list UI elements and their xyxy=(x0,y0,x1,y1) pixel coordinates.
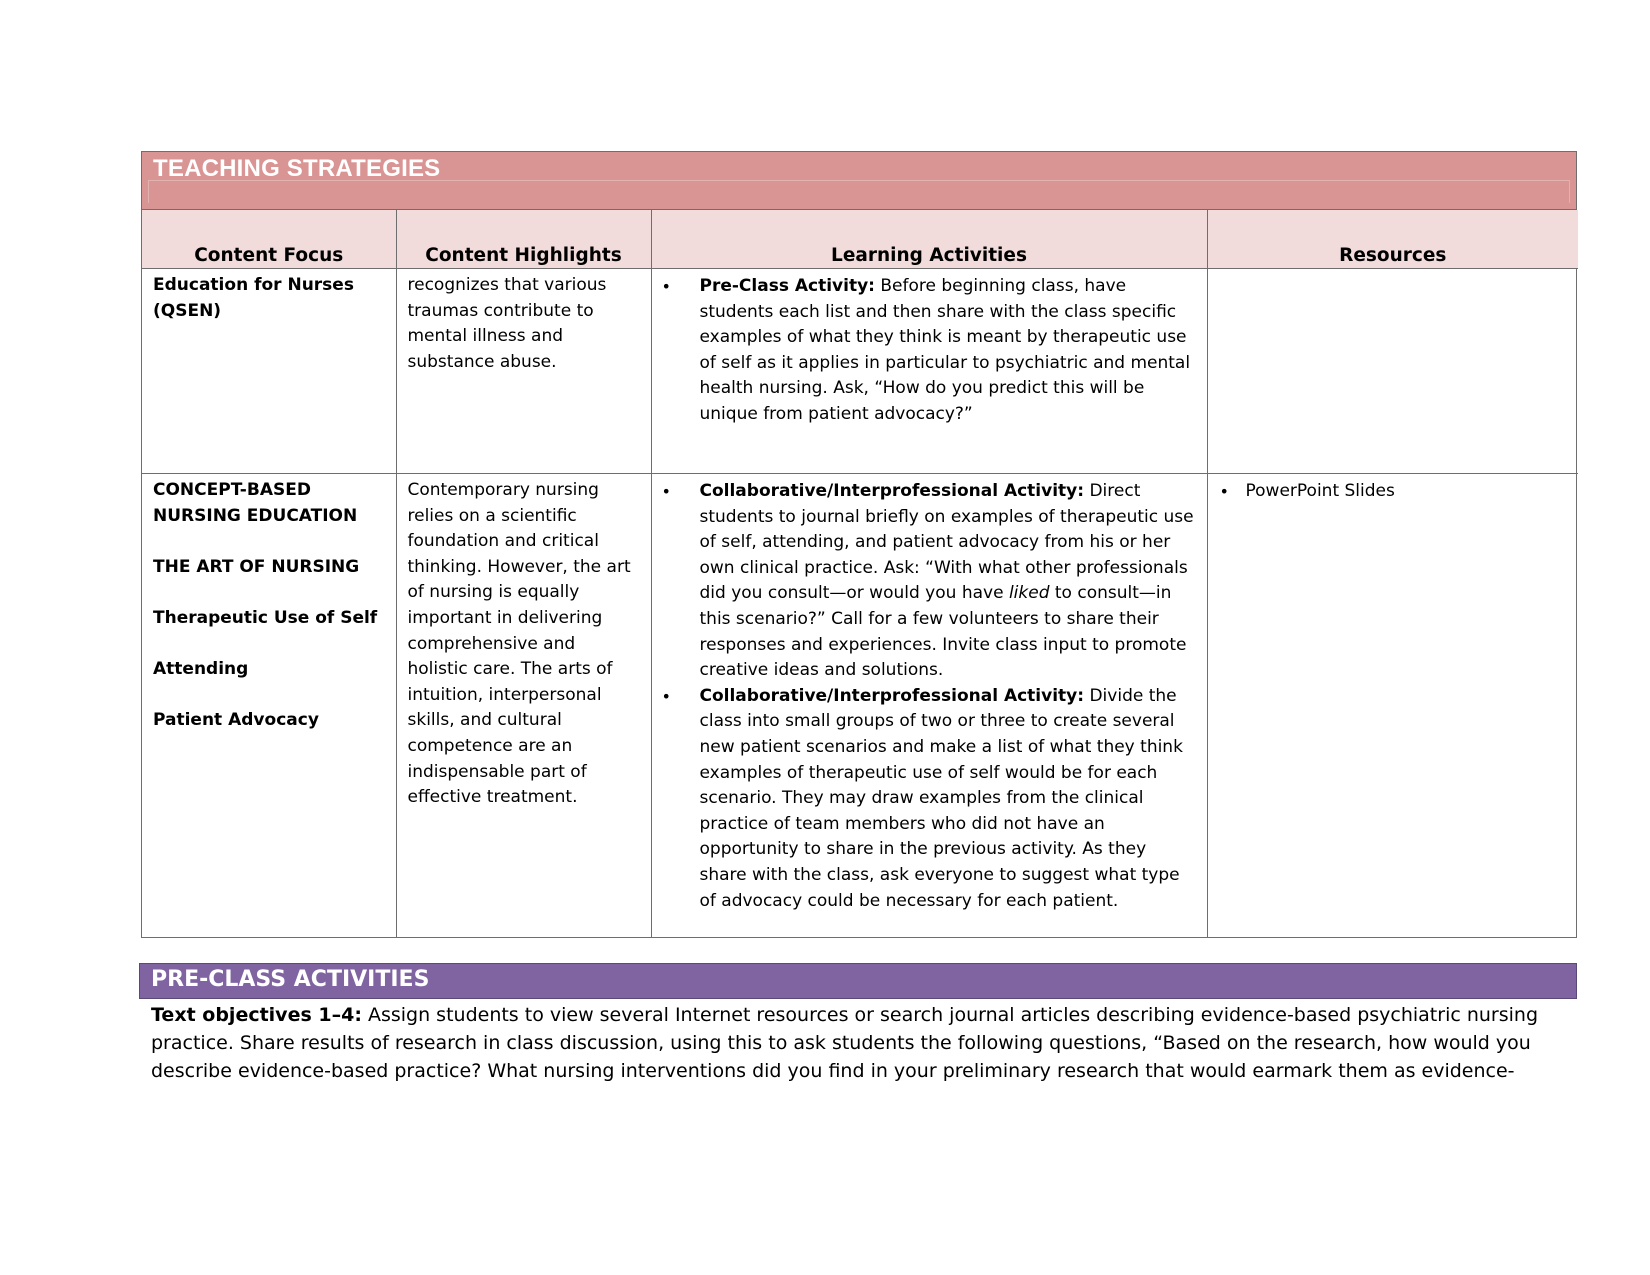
activity-item xyxy=(652,479,1197,684)
highlights-text: recognizes that various traumas contribute to mental illness and substance abuse. xyxy=(407,275,607,372)
pre-class-activities-section xyxy=(139,963,1577,1085)
banner-inner-frame xyxy=(148,180,1570,203)
activity-item xyxy=(652,684,1197,914)
focus-line: THE ART OF NURSING xyxy=(153,556,360,577)
activity-text: Direct students to journal briefly on examples of therapeutic use of self, attending, and patient advocacy from his or her own clinical practice. Ask: “With what other professionals did you consult—or would you have xyxy=(699,481,1194,604)
activity-item xyxy=(652,274,1197,428)
activities-list xyxy=(652,269,1207,428)
resources-list xyxy=(1208,474,1579,505)
bullet-icon: • xyxy=(661,686,671,706)
header-learning-activities: Learning Activities xyxy=(651,210,1207,269)
table-row xyxy=(142,269,1578,474)
activity-label: Collaborative/Interprofessional Activity: xyxy=(699,685,1085,706)
focus-line: Attending xyxy=(153,659,249,680)
resources-cell xyxy=(1207,269,1578,474)
header-content-focus: Content Focus xyxy=(142,210,396,269)
header-content-highlights: Content Highlights xyxy=(396,210,651,269)
focus-spacer xyxy=(153,683,386,709)
bullet-icon: • xyxy=(1219,482,1229,501)
focus-line: Education for Nurses xyxy=(153,275,354,295)
header-resources: Resources xyxy=(1207,210,1578,269)
teaching-strategies-table xyxy=(141,151,1577,938)
resource-item xyxy=(1208,479,1569,505)
content-highlights-cell xyxy=(396,269,651,474)
highlights-text: Contemporary nursing relies on a scientific foundation and critical thinking. However, the art of nursing is equally important in delivering comprehensive and holistic care. The arts of intuition, interpersonal skills, and cultural competence are an indispensable part of effective treatment. xyxy=(407,480,631,808)
teaching-strategies-title: TEACHING STRATEGIES xyxy=(153,155,441,182)
learning-activities-cell xyxy=(651,269,1207,474)
focus-line: (QSEN) xyxy=(153,300,222,321)
activity-label: Pre-Class Activity: xyxy=(699,276,875,296)
pre-class-label: Text objectives 1–4: xyxy=(151,1004,362,1026)
table-row xyxy=(142,474,1578,937)
activities-list xyxy=(652,474,1207,914)
focus-spacer xyxy=(153,529,386,555)
resource-label: PowerPoint Slides xyxy=(1245,481,1395,501)
content-focus-cell xyxy=(142,269,396,474)
pre-class-banner xyxy=(139,963,1577,999)
content-focus-cell xyxy=(142,474,396,937)
pre-class-paragraph xyxy=(139,999,1577,1085)
learning-activities-cell xyxy=(651,474,1207,937)
focus-line: Therapeutic Use of Self xyxy=(153,607,378,628)
focus-spacer xyxy=(153,632,386,658)
resources-cell xyxy=(1207,474,1578,937)
focus-spacer xyxy=(153,580,386,606)
activity-text: to consult—in this scenario?” Call for a few volunteers to share their responses and experiences. Invite class input to promote creative ideas and solutions. xyxy=(699,583,1187,681)
pre-class-title: PRE-CLASS ACTIVITIES xyxy=(151,967,430,992)
content-highlights-cell xyxy=(396,474,651,937)
activity-label: Collaborative/Interprofessional Activity: xyxy=(699,481,1085,501)
header-row xyxy=(142,210,1578,269)
teaching-strategies-banner xyxy=(142,152,1576,210)
bullet-icon: • xyxy=(661,277,671,296)
activity-text: Before beginning class, have students each list and then share with the class specific examples of what they think is meant by therapeutic use of self as it applies in particular to psychiatric and mental health nursing. Ask, “How do you predict this will be unique from patient advocacy?” xyxy=(699,276,1191,424)
focus-line: NURSING EDUCATION xyxy=(153,505,358,526)
strategies-grid xyxy=(142,210,1578,937)
activity-text: Divide the class into small groups of two or three to create several new patient scenarios and make a list of what they think examples of therapeutic use of self would be for each scenario. They may draw examples from the clinical practice of team members who did not have an opportunity to share in the previous activity. As they share with the class, ask everyone to suggest what type of advocacy could be necessary for each patient. xyxy=(699,685,1183,911)
bullet-icon: • xyxy=(661,482,671,501)
pre-class-text: Assign students to view several Internet resources or search journal articles describing evidence-based psychiatric nursing practice. Share results of research in class discussion, using this to ask students the following questions, “Based on the research, how would you describe evidence-based practice? What nursing interventions did you find in your preliminary research that would earmark them as evidence- xyxy=(151,1004,1539,1082)
activity-italic-text: liked xyxy=(1008,583,1050,604)
focus-line: CONCEPT-BASED xyxy=(153,480,311,500)
focus-line: Patient Advocacy xyxy=(153,710,319,731)
